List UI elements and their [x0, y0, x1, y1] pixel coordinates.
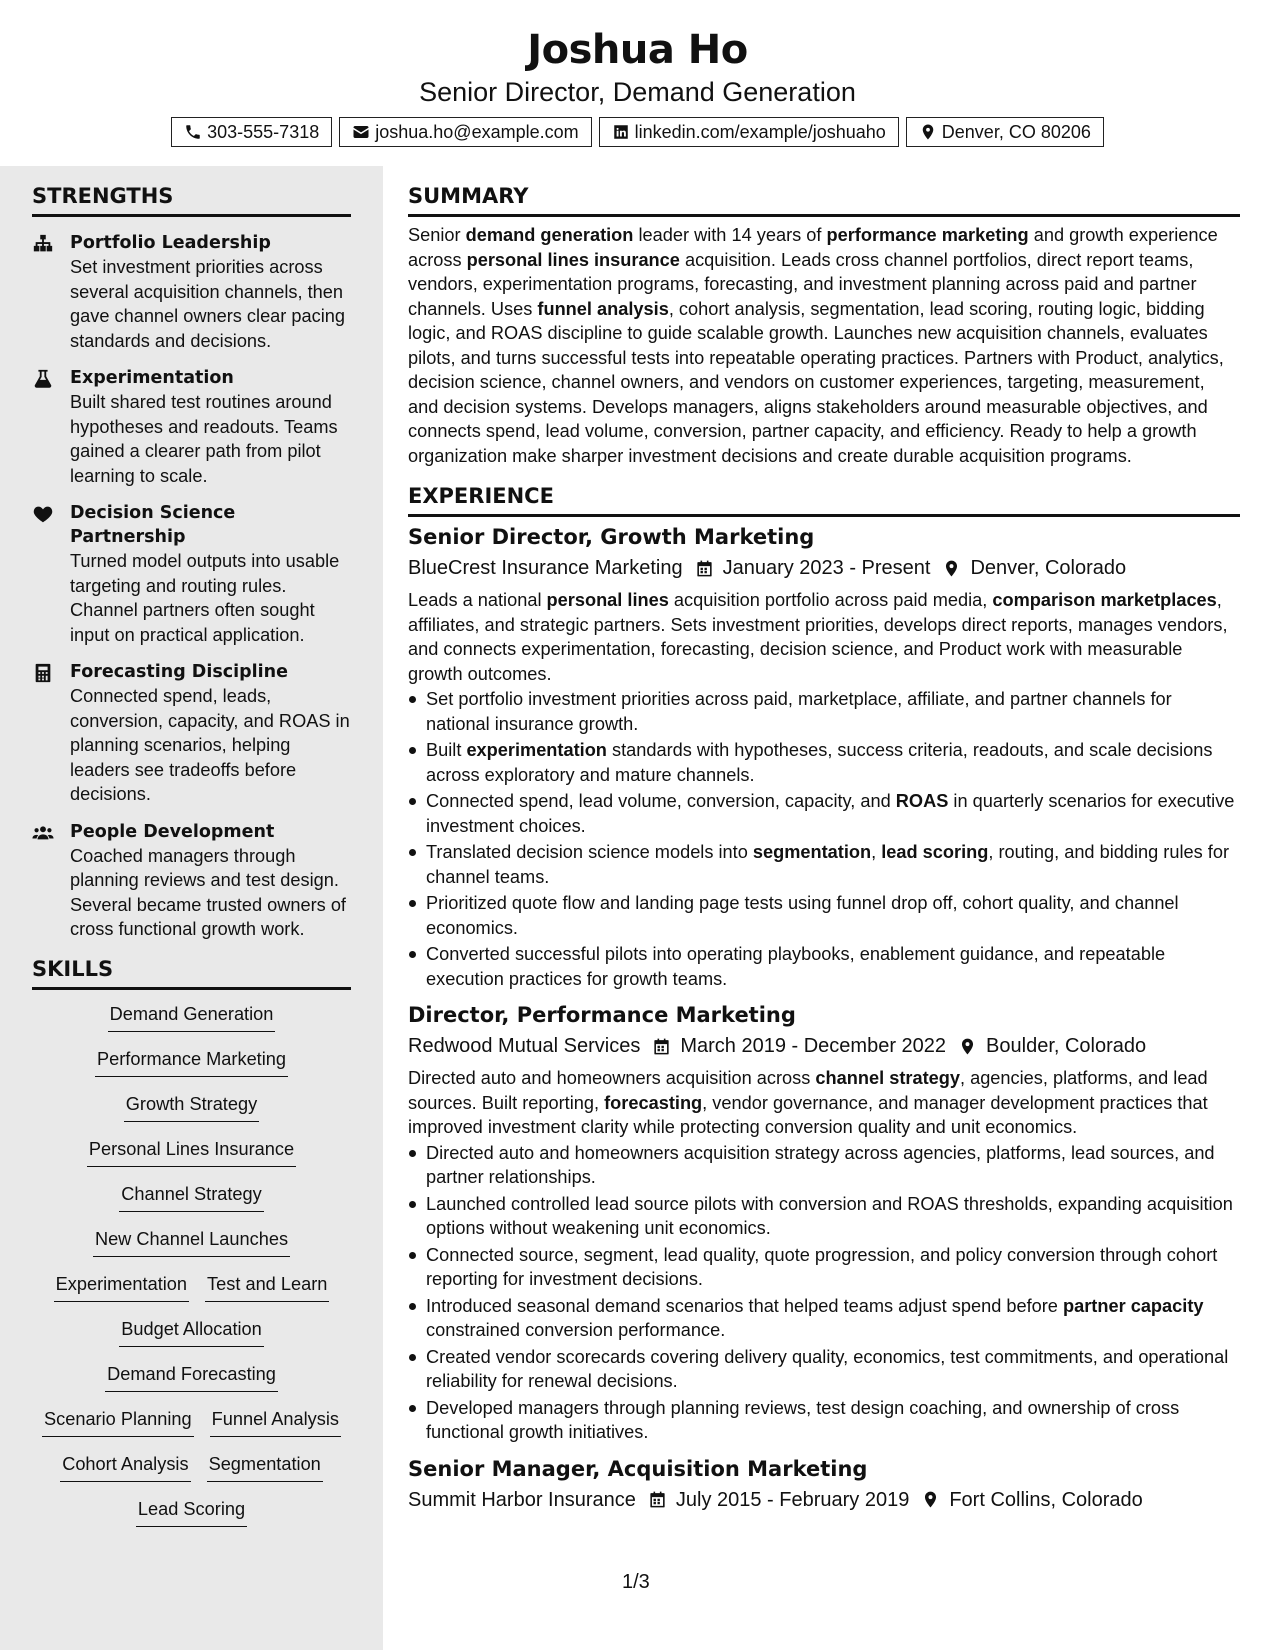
job-entry	[408, 523, 1240, 991]
skill-tag: Funnel Analysis	[210, 1407, 341, 1437]
text-run: Directed auto and homeowners acquisition strategy across agencies, platforms, lead sources, and partner relationships.	[426, 1142, 1215, 1187]
job-meta	[408, 1031, 1240, 1061]
bullet-item	[408, 1192, 1240, 1241]
skill-tag: Channel Strategy	[119, 1182, 264, 1212]
skill-tag: Segmentation	[207, 1452, 323, 1482]
text-run: Converted successful pilots into operating playbooks, enablement guidance, and repeatable execution practices for growth teams.	[426, 944, 1166, 989]
bullet-item	[408, 687, 1240, 736]
flask-icon	[32, 368, 54, 390]
linkedin-icon	[612, 123, 630, 141]
skills-heading: SKILLS	[32, 955, 351, 990]
text-run: Set portfolio investment priorities across paid, marketplace, affiliate, and partner channels for national insurance growth.	[426, 689, 1172, 734]
bullet-item	[408, 1243, 1240, 1292]
strength-text: Connected spend, leads, conversion, capacity, and ROAS in planning scenarios, helping leaders see tradeoffs before decisions.	[70, 686, 350, 804]
strength-item	[32, 231, 351, 353]
job-company: Redwood Mutual Services	[408, 1035, 641, 1057]
text-run: , vendor governance, and manager development practices that improved investment clarity while protecting conversion quality and unit economics.	[408, 1092, 1208, 1137]
text-run: Launched controlled lead source pilots with conversion and ROAS thresholds, expanding acquisition options without weakening unit economics.	[426, 1193, 1233, 1238]
job-dates: March 2019 - December 2022	[680, 1035, 947, 1057]
skill-row	[32, 1497, 351, 1542]
job-entry	[408, 1001, 1240, 1445]
strength-text: Turned model outputs into usable targeting and routing rules. Channel partners often sought input on practical application.	[70, 551, 340, 645]
skill-row	[32, 1272, 351, 1317]
candidate-title: Senior Director, Demand Generation	[419, 77, 856, 107]
text-run: Senior	[408, 225, 466, 245]
bold-keyword: comparison marketplaces	[992, 590, 1217, 610]
text-run: Created vendor scorecards covering delivery quality, economics, test commitments, and operational reliability for renewal decisions.	[426, 1346, 1229, 1391]
skill-row	[32, 1137, 351, 1182]
strengths-list	[32, 231, 351, 942]
phone-text: 303-555-7318	[207, 121, 320, 142]
skill-tag: Growth Strategy	[124, 1092, 259, 1122]
text-run: constrained conversion performance.	[426, 1320, 726, 1340]
contact-location	[906, 117, 1104, 147]
skill-tag: Test and Learn	[205, 1272, 329, 1302]
strength-title: People Development	[70, 821, 275, 842]
skill-tag: Lead Scoring	[136, 1497, 247, 1527]
strength-text: Set investment priorities across several acquisition channels, then gave channel owners clear pacing standards and decisions.	[70, 257, 346, 351]
skill-row	[32, 1452, 351, 1497]
text-run: , routing, and bidding rules for channel teams.	[426, 842, 1230, 887]
bold-keyword: forecasting	[604, 1092, 703, 1113]
text-run: Connected spend, lead volume, conversion, capacity, and	[426, 791, 896, 811]
job-title: Senior Director, Growth Marketing	[408, 525, 815, 549]
skill-row	[32, 1362, 351, 1407]
text-run: acquisition portfolio across paid media,	[668, 590, 993, 610]
location-pin-icon	[942, 559, 961, 578]
job-dates: January 2023 - Present	[722, 557, 931, 579]
strength-title: Experimentation	[70, 368, 234, 388]
location-pin-icon	[919, 123, 937, 141]
text-run: Developed managers through planning reviews, test design coaching, and ownership of cross functional growth initiatives.	[426, 1397, 1180, 1442]
text-run: and growth experience across	[408, 225, 1218, 270]
text-run: Leads a national	[408, 590, 547, 610]
calculator-icon	[32, 662, 54, 684]
text-run: Prioritized quote flow and landing page tests using funnel drop off, cohort quality, and channel economics.	[426, 893, 1179, 938]
skill-tag: Personal Lines Insurance	[87, 1137, 296, 1167]
skill-row	[32, 1227, 351, 1272]
resume-header	[0, 0, 1275, 166]
bold-keyword: personal lines	[546, 590, 669, 610]
location-pin-icon	[958, 1037, 977, 1056]
text-run: , cohort analysis, segmentation, lead scoring, routing logic, bidding logic, and ROAS discipline to guide scalable growth. Launches new acquisition channels, evaluates pilots, and turns successful tests into repeatable operating practices. Partners with Product, analytics, decision science, channel owners, and vendors on customer experiences, targeting, measurement, and decision systems. Develops managers, aligns stakeholders around measurable objectives, and connects spend, lead volume, conversion, partner capacity, and efficiency. Ready to help a growth organization make sharper investment decisions and create durable acquisition programs.	[408, 298, 1224, 466]
bullet-item	[408, 1294, 1240, 1343]
skill-row	[32, 1092, 351, 1137]
job-entry	[408, 1455, 1240, 1515]
text-run: , affiliates, and strategic partners. Sets investment priorities, develops direct reports, manages vendors, and connects experimentation, forecasting, decision science, and Product work with measurable growth outcomes.	[408, 590, 1228, 684]
summary-text	[408, 223, 1240, 468]
strength-text: Coached managers through planning reviews and test design. Several became trusted owners of cross functional growth work.	[70, 845, 346, 939]
sidebar	[0, 166, 383, 1650]
email-text: joshua.ho@example.com	[375, 121, 579, 142]
job-bullets	[408, 1141, 1240, 1445]
bullet-item	[408, 738, 1240, 787]
skill-tag: New Channel Launches	[93, 1227, 290, 1257]
skill-row	[32, 1182, 351, 1227]
skill-tag: Cohort Analysis	[60, 1452, 190, 1482]
envelope-icon	[352, 123, 370, 141]
bullet-item	[408, 1396, 1240, 1445]
calendar-icon	[652, 1037, 671, 1056]
bold-keyword: experimentation	[466, 740, 607, 760]
bold-keyword: channel strategy	[815, 1068, 960, 1088]
strength-title: Decision Science Partnership	[70, 503, 236, 547]
strengths-heading: STRENGTHS	[32, 182, 351, 217]
text-run: standards with hypotheses, success criteria, readouts, and scale decisions across exploratory and mature channels.	[426, 740, 1213, 785]
text-run: ,	[871, 842, 882, 862]
skills-list	[32, 1002, 351, 1542]
bullet-item	[408, 840, 1240, 889]
job-meta	[408, 1485, 1240, 1515]
bold-keyword: partner capacity	[1062, 1295, 1204, 1316]
skill-tag: Experimentation	[54, 1272, 189, 1302]
skill-row	[32, 1002, 351, 1047]
bold-keyword: lead scoring	[881, 842, 989, 862]
heart-icon	[32, 503, 54, 525]
text-run: acquisition. Leads cross channel portfolios, direct report teams, vendors, experimentation programs, forecasting, and investment planning across paid and partner channels. Uses	[408, 249, 1197, 319]
page-number: 1/3	[622, 1571, 650, 1593]
strength-item	[32, 820, 351, 942]
text-run: Directed auto and homeowners acquisition across	[408, 1068, 816, 1088]
skill-tag: Scenario Planning	[42, 1407, 194, 1437]
job-bullets	[408, 687, 1240, 991]
org-chart-icon	[32, 233, 54, 255]
bold-keyword: funnel analysis	[537, 298, 669, 319]
job-title: Senior Manager, Acquisition Marketing	[408, 1456, 868, 1481]
contact-phone[interactable]	[171, 117, 332, 147]
location-pin-icon	[921, 1490, 940, 1509]
main-column	[408, 166, 1240, 1515]
skill-row	[32, 1407, 351, 1452]
text-run: in quarterly scenarios for executive investment choices.	[426, 791, 1235, 836]
calendar-icon	[648, 1490, 667, 1509]
skill-tag: Budget Allocation	[119, 1317, 264, 1347]
job-meta	[408, 553, 1240, 583]
people-icon	[32, 822, 54, 844]
summary-heading: SUMMARY	[408, 182, 1240, 217]
skill-tag: Demand Generation	[108, 1002, 276, 1032]
strength-item	[32, 501, 351, 647]
job-location: Denver, Colorado	[970, 557, 1127, 579]
skill-row	[32, 1047, 351, 1092]
location-text: Denver, CO 80206	[941, 121, 1091, 142]
bullet-item	[408, 1141, 1240, 1190]
candidate-name: Joshua Ho	[527, 27, 748, 73]
text-run: Introduced seasonal demand scenarios that helped teams adjust spend before	[426, 1295, 1063, 1316]
bold-keyword: ROAS	[895, 791, 949, 811]
linkedin-text: linkedin.com/example/joshuaho	[634, 121, 886, 142]
job-title: Director, Performance Marketing	[408, 1003, 796, 1027]
skill-tag: Performance Marketing	[95, 1047, 288, 1077]
bullet-item	[408, 789, 1240, 838]
job-description	[408, 588, 1240, 686]
calendar-icon	[695, 559, 714, 578]
job-location: Boulder, Colorado	[986, 1035, 1147, 1057]
text-run: , agencies, platforms, and lead sources. Built reporting,	[408, 1068, 1208, 1113]
bold-keyword: personal lines insurance	[466, 249, 680, 270]
job-location: Fort Collins, Colorado	[949, 1488, 1143, 1511]
contact-email[interactable]	[339, 117, 591, 147]
skill-row	[32, 1317, 351, 1362]
bold-keyword: demand generation	[465, 225, 634, 245]
bullet-item	[408, 891, 1240, 940]
strength-title: Forecasting Discipline	[70, 662, 288, 682]
contact-bar	[0, 117, 1275, 147]
strength-item	[32, 660, 351, 807]
job-description	[408, 1066, 1240, 1140]
strength-title: Portfolio Leadership	[70, 233, 271, 253]
text-run: leader with 14 years of	[633, 225, 827, 245]
phone-icon	[184, 123, 202, 141]
bold-keyword: segmentation	[752, 842, 872, 862]
bullet-item	[408, 942, 1240, 991]
bullet-item	[408, 1345, 1240, 1394]
contact-linkedin[interactable]	[599, 117, 899, 147]
text-run: Translated decision science models into	[426, 842, 753, 862]
strength-text: Built shared test routines around hypotheses and readouts. Teams gained a clearer path from pilot learning to scale.	[70, 392, 338, 486]
strength-item	[32, 366, 351, 488]
job-company: Summit Harbor Insurance	[408, 1488, 636, 1511]
skill-tag: Demand Forecasting	[105, 1362, 278, 1392]
text-run: Built	[426, 740, 467, 760]
bold-keyword: performance marketing	[826, 225, 1029, 245]
job-dates: July 2015 - February 2019	[675, 1488, 910, 1511]
job-company: BlueCrest Insurance Marketing	[408, 557, 683, 579]
experience-heading: EXPERIENCE	[408, 482, 1240, 517]
text-run: Connected source, segment, lead quality, quote progression, and policy conversion through cohort reporting for investment decisions.	[426, 1244, 1218, 1289]
